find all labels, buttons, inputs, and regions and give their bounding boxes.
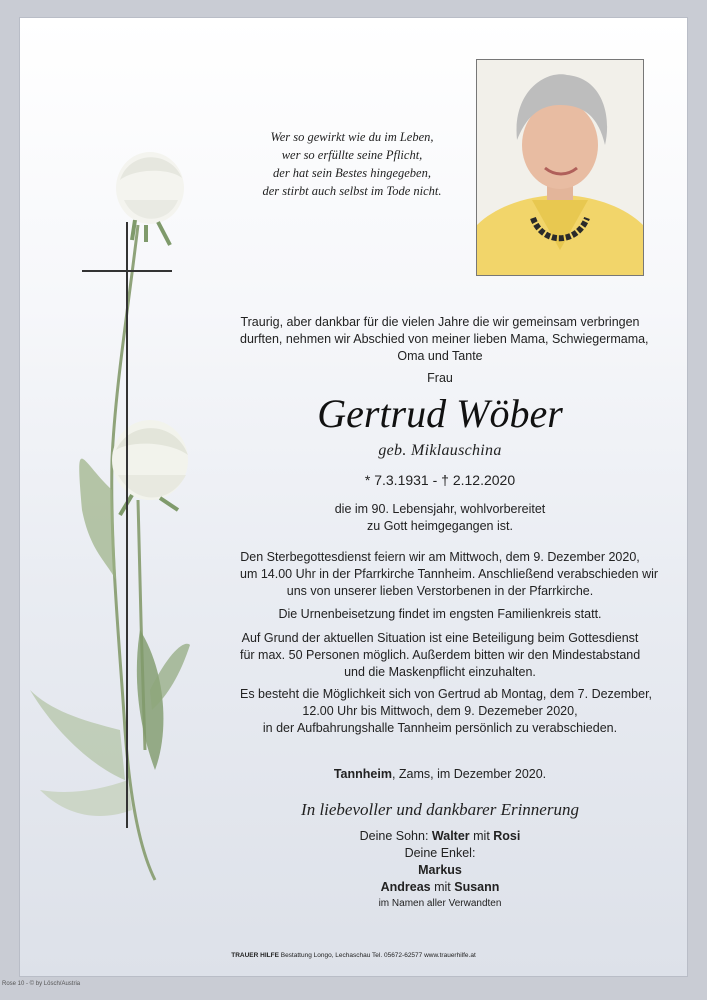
memory-line: In liebevoller und dankbarer Erinnerung — [301, 800, 579, 819]
son-label: Deine Sohn: — [359, 829, 432, 843]
white-rose-illustration — [20, 130, 220, 890]
passing-text — [240, 501, 640, 535]
deceased-name: Gertrud Wöber — [317, 391, 563, 436]
portrait-photo — [476, 59, 644, 276]
covid-line: Auf Grund der aktuellen Situation ist eine Beteiligung beim Gottesdienst — [241, 631, 639, 645]
design-credit: Rose 10 - © by Lösch/Austria — [2, 981, 81, 987]
footer-brand: TRAUER HILFE — [231, 952, 279, 959]
footer-text: Bestattung Longo, Lechaschau Tel. 05672-62577 www.trauerhilfe.at — [278, 952, 476, 959]
poem-line: der stirbt auch selbst im Tode nicht. — [262, 184, 442, 198]
funeral-text — [240, 549, 659, 600]
son-name: Walter — [431, 829, 470, 843]
maiden-name: geb. Miklauschina — [378, 442, 502, 459]
intro-text — [240, 314, 649, 365]
place-bold: Tannheim — [333, 767, 392, 781]
life-dates: * 7.3.1931 - † 2.12.2020 — [364, 472, 516, 488]
intro-line: Traurig, aber dankbar für die vielen Jahre die wir gemeinsam verbringen — [240, 315, 640, 329]
viewing-line: in der Aufbahrungshalle Tannheim persönlich zu verabschieden. — [262, 721, 618, 735]
covid-text — [240, 630, 640, 681]
poem-line: wer so erfüllte seine Pflicht, — [281, 148, 423, 162]
son-line — [240, 828, 640, 845]
passing-line: zu Gott heimgegangen ist. — [367, 519, 513, 533]
grandchild2-line — [240, 879, 640, 896]
covid-line: für max. 50 Personen möglich. Außerdem bitten wir den Mindestabstand — [240, 648, 641, 662]
intro-line: durften, nehmen wir Abschied von meiner lieben Mama, Schwiegermama, — [240, 332, 649, 346]
son-with: mit — [469, 829, 494, 843]
intro-line: Oma und Tante — [397, 349, 483, 363]
mourners — [240, 828, 640, 896]
grandchild-name: Markus — [418, 863, 462, 877]
footer — [20, 952, 687, 959]
grandchild2-partner: Susann — [454, 880, 500, 894]
cross-vertical — [126, 222, 128, 828]
viewing-line: Es besteht die Möglichkeit sich von Gertrud ab Montag, dem 7. Dezember, — [240, 687, 653, 701]
viewing-text — [240, 686, 653, 737]
passing-line: die im 90. Lebensjahr, wohlvorbereitet — [334, 502, 546, 516]
salutation: Frau — [427, 371, 453, 385]
funeral-line: um 14.00 Uhr in der Pfarrkirche Tannheim. Anschließend verabschieden wir — [240, 567, 659, 581]
urn-text: Die Urnenbeisetzung findet im engsten Familienkreis statt. — [278, 607, 602, 621]
poem-line: der hat sein Bestes hingegeben, — [273, 166, 431, 180]
relatives-line: im Namen aller Verwandten — [378, 898, 502, 909]
place-rest: , Zams, im Dezember 2020. — [391, 767, 547, 781]
cross-horizontal — [82, 270, 172, 272]
place-date — [240, 766, 640, 783]
son-partner: Rosi — [493, 829, 521, 843]
viewing-line: 12.00 Uhr bis Mittwoch, dem 9. Dezemeber 2020, — [302, 704, 578, 718]
funeral-line: uns von unserer lieben Verstorbenen in der Pfarrkirche. — [286, 584, 594, 598]
grandchild-name: Andreas — [380, 880, 431, 894]
grandchild2-with: mit — [430, 880, 455, 894]
funeral-line: Den Sterbegottesdienst feiern wir am Mittwoch, dem 9. Dezember 2020, — [240, 550, 640, 564]
poem — [232, 128, 472, 200]
covid-line: und die Maskenpflicht einzuhalten. — [344, 665, 536, 679]
grandchildren-label: Deine Enkel: — [404, 846, 476, 860]
poem-line: Wer so gewirkt wie du im Leben, — [270, 130, 434, 144]
